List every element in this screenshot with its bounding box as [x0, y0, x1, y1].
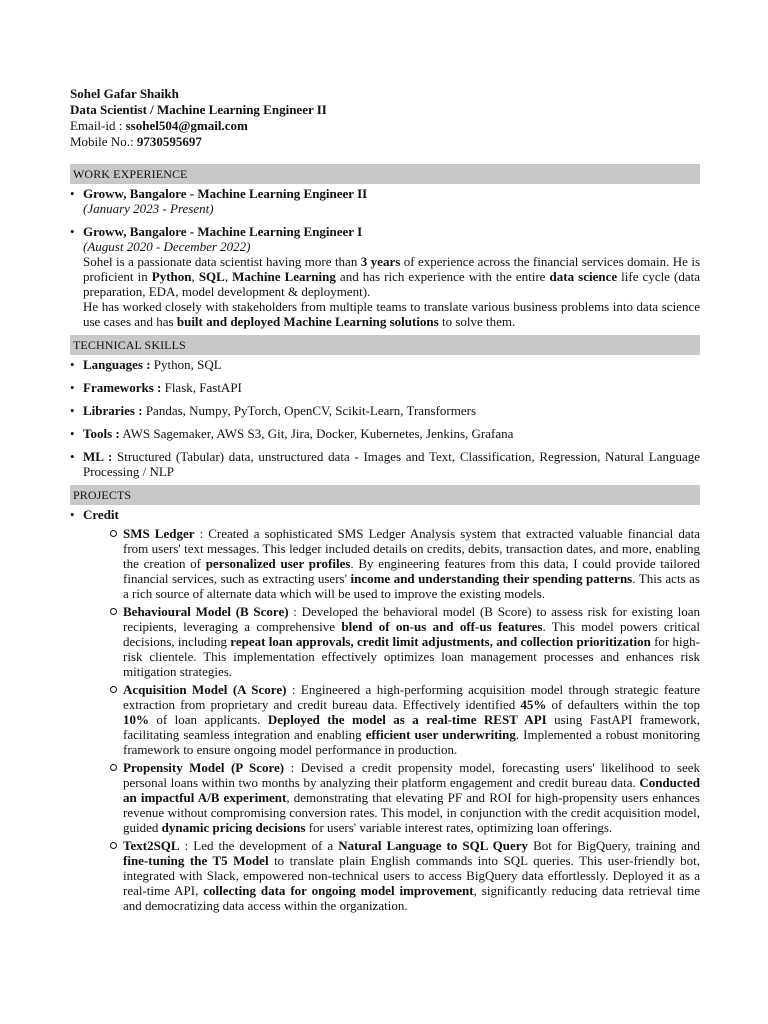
work-summary-2 — [83, 299, 700, 329]
project-title: Behavioural Model (B Score) — [123, 604, 289, 619]
project-text: , demonstrating that elevating PF and ROI for high-propensity users enhances revenue without compromising conversion rates. This model, in conjunction with the credit acquisition model, guided — [123, 790, 700, 835]
project-text: . This model powers critical decisions, including — [123, 619, 700, 649]
project-text: . Implemented a robust monitoring framework to ensure ongoing model performance in production. — [123, 727, 700, 757]
job-dates: (January 2023 - Present) — [83, 201, 214, 216]
summary-bold: 3 years — [360, 254, 401, 269]
summary-text: , — [191, 269, 199, 284]
project-text: : Created a sophisticated SMS Ledger Analysis system that extracted valuable financial data from users' text messages. This ledger included details on credits, debits, transaction dates, and more, enabling the creation of — [123, 526, 700, 571]
project-text: of defaulters within the top — [546, 697, 700, 712]
project-sublist — [83, 526, 700, 913]
skill-item — [70, 449, 700, 479]
summary-text: He has worked closely with stakeholders from multiple teams to translate various business problems into data science use cases and has — [83, 299, 700, 329]
project-bold: personalized user profiles — [205, 556, 351, 571]
project-group — [70, 507, 700, 913]
project-bold: Deployed the model as a real-time REST API — [267, 712, 547, 727]
skill-label: Libraries : — [83, 403, 143, 418]
project-text: : Engineered a high-performing acquisition model through strategic feature extraction from proprietary and credit bureau data. Effectively identified — [123, 682, 700, 712]
resume-content — [70, 86, 700, 916]
skill-value: Flask, FastAPI — [161, 380, 242, 395]
project-text: using FastAPI framework, facilitating seamless integration and enabling — [123, 712, 700, 742]
project-text: , significantly reducing data retrieval time and democratizing data access within the organization. — [123, 883, 700, 913]
email-line — [70, 118, 700, 134]
summary-text: to solve them. — [438, 314, 516, 329]
skill-value: Pandas, Numpy, PyTorch, OpenCV, Scikit-Learn, Transformers — [142, 403, 477, 418]
project-text: for high-risk clientele. This implementation effectively optimizes loan management processes and enhances risk mitigation strategies. — [123, 634, 700, 679]
project-bold: dynamic pricing decisions — [161, 820, 306, 835]
project-bold: 45% — [520, 697, 547, 712]
project-group-title: • Credit — [83, 507, 119, 522]
job-dates: (August 2020 - December 2022) — [83, 239, 251, 254]
summary-bold: data science — [549, 269, 618, 284]
section-heading-projects: PROJECTS — [70, 485, 700, 505]
skill-item — [70, 426, 700, 441]
skill-label: Frameworks : — [83, 380, 162, 395]
project-bold: Natural Language to SQL Query — [338, 838, 529, 853]
skill-item — [70, 403, 700, 418]
mobile-label: Mobile No.: — [70, 134, 137, 149]
project-bold: repeat loan approvals, credit limit adjustments, and collection prioritization — [230, 634, 651, 649]
project-text: : Devised a credit propensity model, forecasting users' likelihood to seek personal loans within two months by analyzing their platform engagement and credit bureau data. — [123, 760, 700, 790]
project-title: Acquisition Model (A Score) — [123, 682, 287, 697]
summary-text: of experience across the financial services domain. He is proficient in — [83, 254, 700, 284]
summary-bold: Python — [151, 269, 192, 284]
section-heading-skills: TECHNICAL SKILLS — [70, 335, 700, 355]
project-text: of loan applicants. — [149, 712, 268, 727]
skill-label: Tools : — [83, 426, 120, 441]
work-item — [70, 224, 700, 329]
project-bold: fine-tuning the T5 Model — [123, 853, 269, 868]
skill-value: Structured (Tabular) data, unstructured data - Images and Text, Classification, Regression, Natural Language Processing / NLP — [83, 449, 700, 479]
email-value: ssohel504@gmail.com — [125, 118, 248, 133]
skill-label: Languages : — [83, 357, 151, 372]
project-item-b-score — [110, 604, 700, 679]
summary-bold: built and deployed Machine Learning solutions — [176, 314, 439, 329]
project-text: : Led the development of a — [179, 838, 339, 853]
project-bold: Conducted an impactful A/B experiment — [123, 775, 700, 805]
project-title: Propensity Model (P Score) — [123, 760, 285, 775]
projects-list — [70, 507, 700, 913]
summary-text: , — [224, 269, 233, 284]
job-heading: • Groww, Bangalore - Machine Learning Engineer II — [83, 186, 368, 201]
email-label: Email-id : — [70, 118, 126, 133]
summary-bold: SQL — [198, 269, 225, 284]
job-title: Data Scientist / Machine Learning Engineer II — [70, 102, 327, 117]
skill-item — [70, 380, 700, 395]
project-text: . This acts as a rich source of alternate data which will be used to improve the existing models. — [123, 571, 700, 601]
mobile-value: 9730595697 — [136, 134, 202, 149]
skill-item — [70, 357, 700, 372]
project-text: to translate plain English commands into SQL queries. This user-friendly bot, integrated with Slack, empowered non-technical users to access BigQuery data effortlessly. Deployed it as a real-time API, — [123, 853, 700, 898]
person-name: Sohel Gafar Shaikh — [70, 86, 179, 101]
project-bold: 10% — [123, 712, 149, 727]
project-text: : Developed the behavioral model (B Score) to assess risk for existing loan recipients, leveraging a comprehensive — [123, 604, 700, 634]
project-title: SMS Ledger — [123, 526, 195, 541]
project-item-sms-ledger — [110, 526, 700, 601]
skills-list — [70, 357, 700, 479]
project-item-a-score — [110, 682, 700, 757]
project-item-text2sql — [110, 838, 700, 913]
work-summary — [83, 254, 700, 299]
work-item — [70, 186, 700, 216]
summary-text: and has rich experience with the entire — [335, 269, 550, 284]
project-bold: collecting data for ongoing model improvement — [203, 883, 474, 898]
project-text: Bot for BigQuery, training and — [528, 838, 701, 853]
project-bold: income and understanding their spending patterns — [350, 571, 633, 586]
summary-text: life cycle (data preparation, EDA, model development & deployment). — [83, 269, 701, 299]
summary-text: Sohel is a passionate data scientist having more than — [83, 254, 361, 269]
project-item-p-score — [110, 760, 700, 835]
work-list — [70, 186, 700, 329]
skill-value: AWS Sagemaker, AWS S3, Git, Jira, Docker, Kubernetes, Jenkins, Grafana — [119, 426, 514, 441]
skill-label: ML : — [83, 449, 113, 464]
section-heading-work: WORK EXPERIENCE — [70, 164, 700, 184]
skill-value: Python, SQL — [150, 357, 222, 372]
project-bold: efficient user underwriting — [365, 727, 516, 742]
mobile-line — [70, 134, 700, 150]
project-text: for users' variable interest rates, optimizing loan offerings. — [305, 820, 613, 835]
project-bold: blend of on-us and off-us features — [341, 619, 543, 634]
job-heading: • Groww, Bangalore - Machine Learning Engineer I — [83, 224, 363, 239]
summary-bold: Machine Learning — [232, 269, 336, 284]
project-title: Text2SQL — [123, 838, 180, 853]
contact-header — [70, 86, 700, 150]
project-text: . By engineering features from this data, I could provide tailored financial services, such as extracting users' — [123, 556, 700, 586]
